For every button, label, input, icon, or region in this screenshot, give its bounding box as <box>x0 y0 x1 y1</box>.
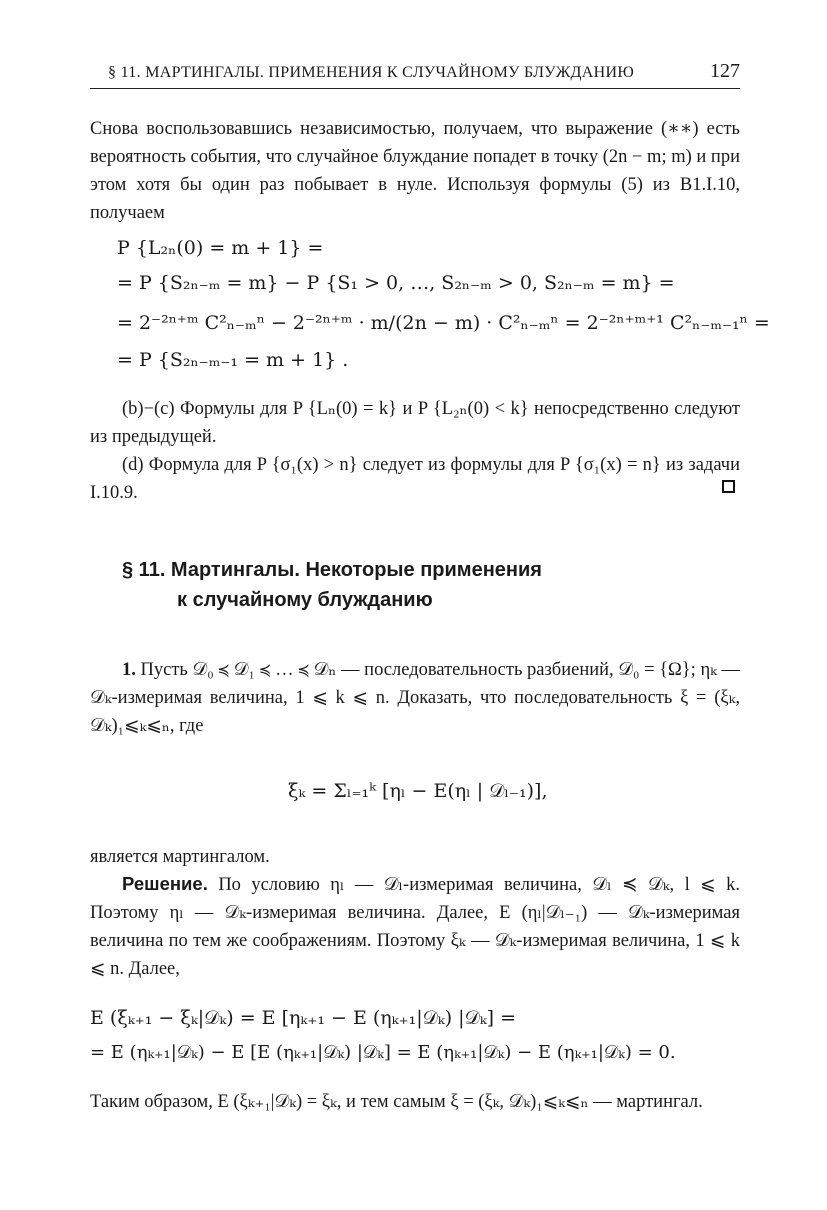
conclusion-paragraph: Таким образом, E (ξₖ₊₁|𝒟ₖ) = ξₖ, и тем самым ξ = (ξₖ, 𝒟ₖ)₁⩽ₖ⩽ₙ — мартингал. <box>90 1092 703 1112</box>
equation-b-line-1: E (ξₖ₊₁ − ξₖ|𝒟ₖ) = E [ηₖ₊₁ − E (ηₖ₊₁|𝒟ₖ) |𝒟ₖ] = <box>90 1007 517 1029</box>
equation-b-line-2: = E (ηₖ₊₁|𝒟ₖ) − E [E (ηₖ₊₁|𝒟ₖ) |𝒟ₖ] = E (ηₖ₊₁|𝒟ₖ) − E (ηₖ₊₁|𝒟ₖ) = 0. <box>90 1042 676 1063</box>
intro-paragraph: Снова воспользовавшись независимостью, получаем, что выражение (∗∗) есть вероятность события, что случайное блуждание попадет в точку (2n − m; m) и при этом хотя бы один раз побывает в нуле. Используя формулы (5) из B1.I.10, получаем <box>90 119 740 223</box>
section-heading-line-2: к случайному блужданию <box>177 589 433 611</box>
after-formula-text: является мартингалом. <box>90 847 270 867</box>
section-heading <box>122 555 682 615</box>
equation-line-2: = P {S₂ₙ₋ₘ = m} − P {S₁ > 0, …, S₂ₙ₋ₘ > 0, S₂ₙ₋ₘ = m} = <box>117 272 675 294</box>
qed-box-icon <box>722 480 735 493</box>
solution-text: По условию ηₗ — 𝒟ₗ-измеримая величина, 𝒟ₗ ≼ 𝒟ₖ, l ⩽ k. Поэтому ηₗ — 𝒟ₖ-измеримая величина. Далее, E (ηₗ|𝒟ₗ₋₁) — 𝒟ₖ-измеримая величина по тем же соображениям. Поэтому ξₖ — 𝒟ₖ-измеримая величина, 1 ⩽ k ⩽ n. Далее, <box>90 875 740 979</box>
paragraph-bc: (b)−(c) Формулы для P {Lₙ(0) = k} и P {L₂ₙ(0) < k} непосредственно следуют из предыдущей. <box>90 399 740 447</box>
solution-paragraph <box>90 870 740 983</box>
solution-label: Решение. <box>122 873 208 894</box>
problem-1 <box>90 656 740 740</box>
page-number: 127 <box>710 60 740 82</box>
formula-xi: ξₖ = Σₗ₌₁ᵏ [ηₗ − E(ηₗ | 𝒟ₗ₋₁)], <box>288 780 548 802</box>
section-heading-line-1: § 11. Мартингалы. Некоторые применения <box>122 559 542 581</box>
equation-line-3: = 2⁻²ⁿ⁺ᵐ C²ₙ₋ₘⁿ − 2⁻²ⁿ⁺ᵐ · m/(2n − m) · C²ₙ₋ₘⁿ = 2⁻²ⁿ⁺ᵐ⁺¹ C²ₙ₋ₘ₋₁ⁿ = <box>117 312 770 334</box>
running-header <box>90 58 740 89</box>
equation-line-4: = P {S₂ₙ₋ₘ₋₁ = m + 1} . <box>117 349 349 371</box>
problem-number: 1. <box>122 660 136 680</box>
paragraph-d: (d) Формула для P {σ₁(x) > n} следует из формулы для P {σ₁(x) = n} из задачи I.10.9. <box>90 455 740 503</box>
problem-text: Пусть 𝒟₀ ≼ 𝒟₁ ≼ … ≼ 𝒟ₙ — последовательность разбиений, 𝒟₀ = {Ω}; ηₖ — 𝒟ₖ-измеримая величина, 1 ⩽ k ⩽ n. Доказать, что последовательность ξ = (ξₖ, 𝒟ₖ)₁⩽ₖ⩽ₙ, где <box>90 660 740 736</box>
equation-line-1: P {L₂ₙ(0) = m + 1} = <box>117 237 324 259</box>
running-title: § 11. МАРТИНГАЛЫ. ПРИМЕНЕНИЯ К СЛУЧАЙНОМУ БЛУЖДАНИЮ <box>108 64 635 81</box>
